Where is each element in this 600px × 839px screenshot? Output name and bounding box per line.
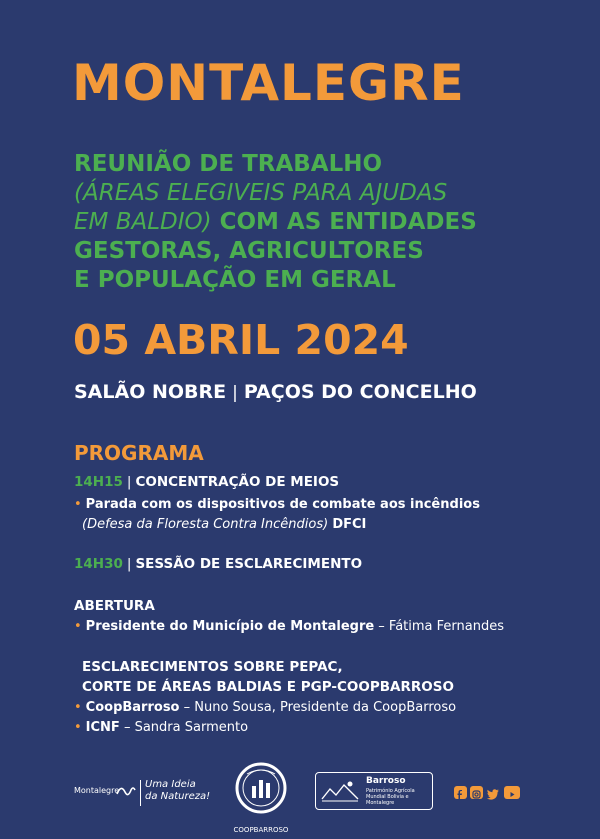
slot-2-title: SESSÃO DE ESCLARECIMENTO	[135, 556, 363, 572]
esclarecimentos-item-2-bold: ICNF	[85, 720, 120, 735]
venue-part-1: SALÃO NOBRE	[74, 381, 227, 403]
esclarecimentos-item-1-rest: – Nuno Sousa, Presidente da CoopBarroso	[179, 700, 457, 715]
barroso-subtitle: Património Agrícola Mundial Bolivia e Montalegre	[366, 788, 415, 806]
slot-1-time: 14H15	[74, 474, 123, 490]
slot-2-separator: |	[126, 556, 132, 572]
esclarecimentos-heading-1: ESCLARECIMENTOS SOBRE PEPAC,	[82, 659, 343, 675]
youtube-icon[interactable]	[504, 786, 520, 799]
slot-1-note-bold: DFCI	[332, 517, 367, 532]
abertura-item-bold: Presidente do Município de Montalegre	[85, 619, 375, 634]
slot-2-time: 14H30	[74, 556, 123, 572]
slot-1-header	[74, 474, 339, 490]
subtitle-line-4: GESTORAS, AGRICULTORES	[74, 238, 424, 264]
montalegre-wave-icon	[116, 780, 136, 800]
twitter-icon[interactable]	[486, 786, 499, 799]
venue-part-2: PAÇOS DO CONCELHO	[243, 381, 477, 403]
slot-1-separator: |	[126, 474, 132, 490]
slot-1-title: CONCENTRAÇÃO DE MEIOS	[135, 474, 340, 490]
facebook-icon[interactable]	[454, 786, 467, 799]
montalegre-slogan-2: da Natureza!	[145, 791, 211, 802]
montalegre-slogan-1: Uma Ideia	[145, 779, 196, 790]
esclarecimentos-item-1-bold: CoopBarroso	[85, 700, 180, 715]
slot-2-header	[74, 556, 362, 572]
montalegre-logo	[74, 778, 214, 808]
instagram-icon[interactable]	[470, 786, 483, 799]
slot-1-bullet-text: Parada com os dispositivos de combate aos incêndios	[85, 497, 480, 512]
bullet-dot: •	[74, 720, 82, 735]
page-title: MONTALEGRE	[72, 54, 465, 112]
coopbarroso-name: COOPBARROSO	[233, 826, 289, 834]
montalegre-slogan	[145, 779, 210, 803]
slot-1-note	[82, 517, 366, 532]
abertura-heading: ABERTURA	[74, 598, 155, 614]
esclarecimentos-item-2	[74, 720, 248, 735]
bullet-dot: •	[74, 497, 82, 512]
abertura-item-rest: – Fátima Fernandes	[374, 619, 505, 634]
venue-separator: |	[232, 383, 238, 403]
esclarecimentos-item-1	[74, 700, 456, 715]
barroso-landscape-icon	[320, 777, 360, 805]
event-date: 05 ABRIL 2024	[73, 316, 409, 364]
subtitle-line-5: E POPULAÇÃO EM GERAL	[74, 267, 396, 293]
event-venue	[74, 381, 477, 403]
subtitle-line-3-italic: EM BALDIO)	[74, 209, 212, 235]
abertura-item	[74, 619, 504, 634]
slot-1-bullet	[74, 497, 480, 512]
logo-divider	[140, 780, 141, 806]
coopbarroso-emblem-icon	[233, 752, 289, 824]
meeting-subtitle	[74, 150, 554, 295]
subtitle-line-2: (ÁREAS ELEGIVEIS PARA AJUDAS	[74, 180, 448, 206]
bullet-dot: •	[74, 700, 82, 715]
barroso-heritage-logo	[315, 772, 433, 810]
social-icons	[454, 786, 524, 802]
montalegre-logo-name: Montalegre	[74, 786, 120, 795]
subtitle-line-3-rest: COM AS ENTIDADES	[211, 209, 477, 235]
slot-1-note-italic: (Defesa da Floresta Contra Incêndios)	[82, 517, 329, 532]
barroso-title: Barroso	[366, 776, 406, 786]
coopbarroso-logo	[233, 752, 289, 838]
subtitle-line-3	[74, 208, 554, 237]
programa-heading: PROGRAMA	[74, 441, 204, 465]
bullet-dot: •	[74, 619, 82, 634]
footer-logos	[0, 748, 600, 839]
subtitle-line-1: REUNIÃO DE TRABALHO	[74, 151, 383, 177]
esclarecimentos-heading-2: CORTE DE ÁREAS BALDIAS E PGP-COOPBARROSO	[82, 679, 454, 695]
esclarecimentos-item-2-rest: – Sandra Sarmento	[119, 720, 249, 735]
